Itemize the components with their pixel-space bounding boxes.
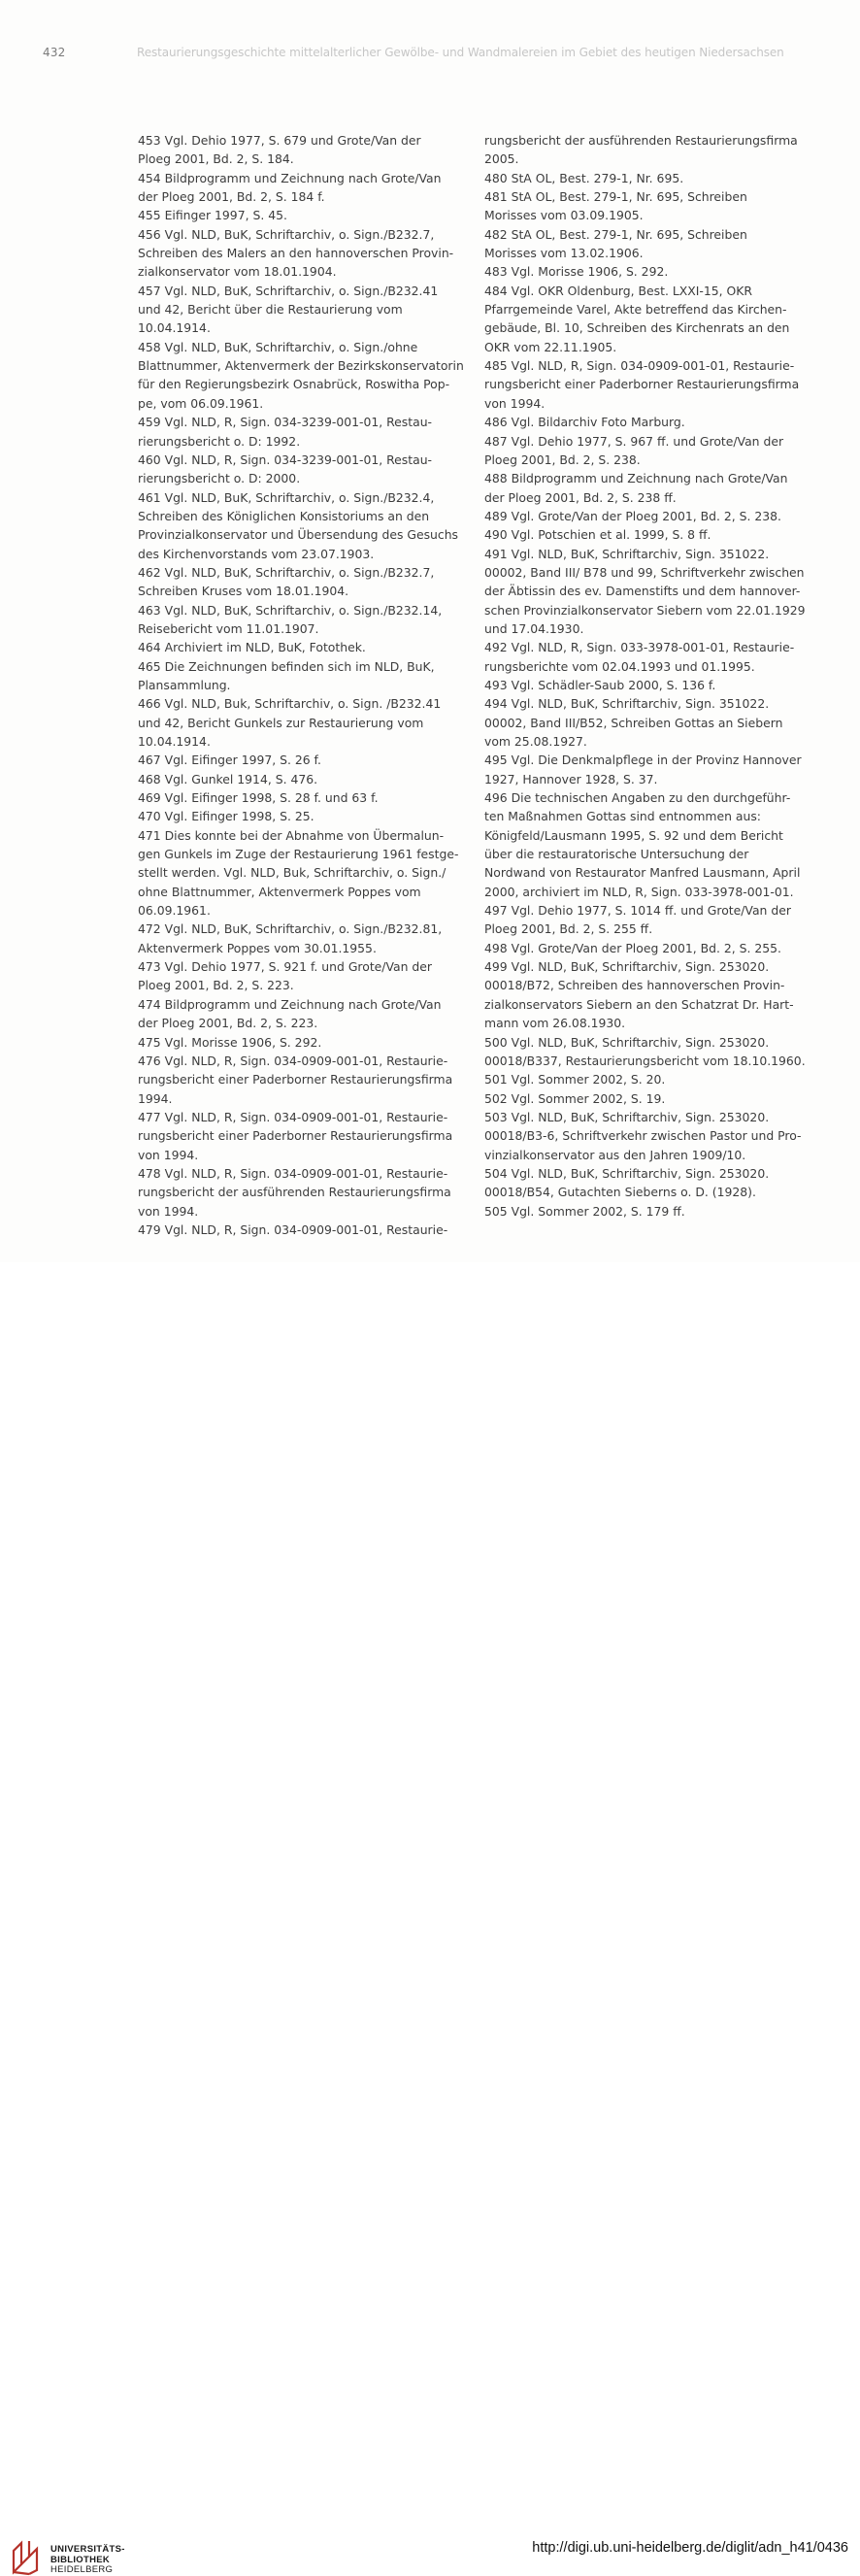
footnote-line: und 42, Bericht über die Restaurierung vom xyxy=(138,302,403,318)
footnote-line: 00018/B54, Gutachten Sieberns o. D. (1928). xyxy=(484,1185,756,1200)
footnote-line: schen Provinzialkonservator Siebern vom 22.01.1929 xyxy=(484,602,806,618)
footnote-line: 456 Vgl. NLD, BuK, Schriftarchiv, o. Sign./B232.7, xyxy=(138,226,435,242)
footnote-line: der Äbtissin des ev. Damenstifts und dem hannover- xyxy=(484,584,801,599)
library-name-line1: UNIVERSITÄTS- xyxy=(50,2544,125,2555)
footnote-line: rungsberichte vom 02.04.1993 und 01.1995. xyxy=(484,658,755,674)
footnote-line: OKR vom 22.11.1905. xyxy=(484,339,617,354)
footnote-line: von 1994. xyxy=(138,1203,199,1219)
footnote-line: Schreiben des Königlichen Konsistoriums an den xyxy=(138,508,430,523)
footnote-line: 00002, Band III/ B78 und 99, Schriftverkehr zwischen xyxy=(484,564,805,580)
footnote-line: rierungsbericht o. D: 1992. xyxy=(138,433,301,449)
footnote-line: 469 Vgl. Eifinger 1998, S. 28 f. und 63 f. xyxy=(138,790,379,806)
permalink-url[interactable]: http://digi.ub.uni-heidelberg.de/diglit/adn_h41/0436 xyxy=(532,2540,848,2556)
footnote-line: 490 Vgl. Potschien et al. 1999, S. 8 ff. xyxy=(484,527,711,543)
footnote-line: 00018/B3-6, Schriftverkehr zwischen Pastor und Pro- xyxy=(484,1128,802,1144)
footnote-line: 465 Die Zeichnungen befinden sich im NLD, BuK, xyxy=(138,658,435,674)
footnote-line: 503 Vgl. NLD, BuK, Schriftarchiv, Sign. 253020. xyxy=(484,1109,770,1124)
footnote-line: Morisses vom 03.09.1905. xyxy=(484,208,644,223)
footnote-line: stellt werden. Vgl. NLD, Buk, Schriftarchiv, o. Sign./ xyxy=(138,865,447,881)
footnote-line: 474 Bildprogramm und Zeichnung nach Grote/Van xyxy=(138,996,442,1012)
footnote-line: ohne Blattnummer, Aktenvermerk Poppes vom xyxy=(138,884,421,899)
footnote-line: 480 StA OL, Best. 279-1, Nr. 695. xyxy=(484,170,684,185)
footnote-line: 502 Vgl. Sommer 2002, S. 19. xyxy=(484,1090,666,1106)
footnote-line: rierungsbericht o. D: 2000. xyxy=(138,471,301,486)
footnote-line: 475 Vgl. Morisse 1906, S. 292. xyxy=(138,1034,322,1050)
footnote-line: 458 Vgl. NLD, BuK, Schriftarchiv, o. Sign./ohne xyxy=(138,339,418,354)
footnote-line: 493 Vgl. Schädler-Saub 2000, S. 136 f. xyxy=(484,677,716,692)
footnote-line: 496 Die technischen Angaben zu den durchgeführ- xyxy=(484,790,791,806)
footnote-line: 10.04.1914. xyxy=(138,320,211,336)
footnote-line: 488 Bildprogramm und Zeichnung nach Grote/Van xyxy=(484,471,788,486)
footnote-line: 453 Vgl. Dehio 1977, S. 679 und Grote/Van der xyxy=(138,133,421,148)
footnote-line: 499 Vgl. NLD, BuK, Schriftarchiv, Sign. 253020. xyxy=(484,959,770,975)
footnote-line: 2005. xyxy=(484,151,519,167)
footnote-line: 464 Archiviert im NLD, BuK, Fotothek. xyxy=(138,640,366,655)
footnote-line: der Ploeg 2001, Bd. 2, S. 238 ff. xyxy=(484,489,677,505)
footnote-line: gebäude, Bl. 10, Schreiben des Kirchenrats an den xyxy=(484,320,790,336)
footnote-line: 467 Vgl. Eifinger 1997, S. 26 f. xyxy=(138,753,321,768)
footnote-line: Schreiben Kruses vom 18.01.1904. xyxy=(138,584,349,599)
footnote-line: 489 Vgl. Grote/Van der Ploeg 2001, Bd. 2, S. 238. xyxy=(484,508,781,523)
footnote-line: Nordwand von Restaurator Manfred Lausmann, April xyxy=(484,865,801,881)
footnote-line: und 42, Bericht Gunkels zur Restaurierung vom xyxy=(138,715,424,730)
footnote-line: Pfarrgemeinde Varel, Akte betreffend das Kirchen- xyxy=(484,302,787,318)
footnote-line: 2000, archiviert im NLD, R, Sign. 033-3978-001-01. xyxy=(484,884,794,899)
footnote-line: ten Maßnahmen Gottas sind entnommen aus: xyxy=(484,809,761,824)
footnote-line: Morisses vom 13.02.1906. xyxy=(484,246,644,261)
library-logo-icon xyxy=(10,2537,43,2576)
footnote-line: der Ploeg 2001, Bd. 2, S. 223. xyxy=(138,1016,318,1031)
footnote-line: rungsbericht der ausführenden Restaurierungsfirma xyxy=(484,133,798,148)
footnote-line: 485 Vgl. NLD, R, Sign. 034-0909-001-01, Restaurie- xyxy=(484,358,795,374)
footnote-line: Ploeg 2001, Bd. 2, S. 238. xyxy=(484,452,641,467)
footnote-line: Königfeld/Lausmann 1995, S. 92 und dem Bericht xyxy=(484,827,783,843)
footnote-line: 497 Vgl. Dehio 1977, S. 1014 ff. und Grote/Van der xyxy=(484,903,791,919)
footnote-line: 468 Vgl. Gunkel 1914, S. 476. xyxy=(138,771,318,786)
footnote-line: Ploeg 2001, Bd. 2, S. 255 ff. xyxy=(484,921,653,937)
footnote-line: über die restauratorische Untersuchung der xyxy=(484,847,749,862)
footnote-line: Aktenvermerk Poppes vom 30.01.1955. xyxy=(138,940,377,955)
footnote-line: 00002, Band III/B52, Schreiben Gottas an Siebern xyxy=(484,715,783,730)
footnote-line: 460 Vgl. NLD, R, Sign. 034-3239-001-01, Restau- xyxy=(138,452,433,467)
footnote-line: 495 Vgl. Die Denkmalpflege in der Provinz Hannover xyxy=(484,753,802,768)
footnote-line: 454 Bildprogramm und Zeichnung nach Grote/Van xyxy=(138,170,442,185)
footnote-line: 484 Vgl. OKR Oldenburg, Best. LXXI-15, OKR xyxy=(484,283,752,298)
footnote-line: 463 Vgl. NLD, BuK, Schriftarchiv, o. Sign./B232.14, xyxy=(138,602,443,618)
footnote-line: 462 Vgl. NLD, BuK, Schriftarchiv, o. Sign./B232.7, xyxy=(138,564,435,580)
footnotes-right-column xyxy=(484,131,810,1221)
footnote-line: 471 Dies konnte bei der Abnahme von Übermalun- xyxy=(138,827,445,843)
footnote-line: 10.04.1914. xyxy=(138,734,211,749)
footnote-line: für den Regierungsbezirk Osnabrück, Roswitha Pop- xyxy=(138,377,450,392)
footnote-line: rungsbericht einer Paderborner Restaurierungsfirma xyxy=(484,377,800,392)
footnote-line: Plansammlung. xyxy=(138,677,231,692)
running-header: Restaurierungsgeschichte mittelalterlicher Gewölbe- und Wandmalereien im Gebiet des heutigen Niedersachsen xyxy=(137,46,784,59)
footnote-line: 479 Vgl. NLD, R, Sign. 034-0909-001-01, Restaurie- xyxy=(138,1221,448,1237)
footnote-line: 501 Vgl. Sommer 2002, S. 20. xyxy=(484,1072,666,1087)
footnote-line: 492 Vgl. NLD, R, Sign. 033-3978-001-01, Restaurie- xyxy=(484,640,795,655)
footnote-line: des Kirchenvorstands vom 23.07.1903. xyxy=(138,546,375,561)
footnote-line: rungsbericht einer Paderborner Restaurierungsfirma xyxy=(138,1072,453,1087)
footnote-line: zialkonservators Siebern an den Schatzrat Dr. Hart- xyxy=(484,996,794,1012)
footnote-line: 1994. xyxy=(138,1090,173,1106)
footnote-line: von 1994. xyxy=(484,395,546,411)
footnote-line: 491 Vgl. NLD, BuK, Schriftarchiv, Sign. 351022. xyxy=(484,546,770,561)
footnote-line: mann vom 26.08.1930. xyxy=(484,1016,626,1031)
footnote-line: und 17.04.1930. xyxy=(484,620,584,636)
footnote-line: vinzialkonservator aus den Jahren 1909/10. xyxy=(484,1147,746,1162)
footnote-line: gen Gunkels im Zuge der Restaurierung 1961 festge- xyxy=(138,847,459,862)
library-name xyxy=(50,2545,125,2576)
footnote-line: 00018/B72, Schreiben des hannoverschen Provin- xyxy=(484,978,785,993)
footnote-line: 487 Vgl. Dehio 1977, S. 967 ff. und Grote/Van der xyxy=(484,433,784,449)
footnote-line: 481 StA OL, Best. 279-1, Nr. 695, Schreiben xyxy=(484,189,747,205)
footnote-line: pe, vom 06.09.1961. xyxy=(138,395,264,411)
footnote-line: Blattnummer, Aktenvermerk der Bezirkskonservatorin xyxy=(138,358,464,374)
library-name-line2: BIBLIOTHEK xyxy=(50,2554,111,2565)
footnote-line: Ploeg 2001, Bd. 2, S. 184. xyxy=(138,151,294,167)
footnote-line: 470 Vgl. Eifinger 1998, S. 25. xyxy=(138,809,314,824)
footnote-line: 476 Vgl. NLD, R, Sign. 034-0909-001-01, Restaurie- xyxy=(138,1053,448,1068)
footnote-line: Provinzialkonservator und Übersendung des Gesuchs xyxy=(138,527,459,543)
footnote-line: 504 Vgl. NLD, BuK, Schriftarchiv, Sign. 253020. xyxy=(484,1165,770,1181)
footnote-line: der Ploeg 2001, Bd. 2, S. 184 f. xyxy=(138,189,325,205)
footnote-line: 455 Eifinger 1997, S. 45. xyxy=(138,208,287,223)
footnote-line: 461 Vgl. NLD, BuK, Schriftarchiv, o. Sign./B232.4, xyxy=(138,489,435,505)
footnote-line: Schreiben des Malers an den hannoverschen Provin- xyxy=(138,246,454,261)
footnote-line: 473 Vgl. Dehio 1977, S. 921 f. und Grote/Van der xyxy=(138,959,432,975)
footnote-line: 459 Vgl. NLD, R, Sign. 034-3239-001-01, Restau- xyxy=(138,415,433,430)
footnote-line: 466 Vgl. NLD, Buk, Schriftarchiv, o. Sign. /B232.41 xyxy=(138,696,442,712)
digitization-footer xyxy=(0,1262,860,2575)
footnote-line: 06.09.1961. xyxy=(138,903,211,919)
footnote-line: 486 Vgl. Bildarchiv Foto Marburg. xyxy=(484,415,685,430)
footnote-line: 00018/B337, Restaurierungsbericht vom 18.10.1960. xyxy=(484,1053,806,1068)
footnotes-left-column xyxy=(138,131,466,1239)
footnote-line: 505 Vgl. Sommer 2002, S. 179 ff. xyxy=(484,1203,685,1219)
footnote-line: Reisebericht vom 11.01.1907. xyxy=(138,620,319,636)
footnote-line: 457 Vgl. NLD, BuK, Schriftarchiv, o. Sign./B232.41 xyxy=(138,283,439,298)
footnote-line: vom 25.08.1927. xyxy=(484,734,587,749)
footnote-line: 494 Vgl. NLD, BuK, Schriftarchiv, Sign. 351022. xyxy=(484,696,770,712)
footnote-line: 482 StA OL, Best. 279-1, Nr. 695, Schreiben xyxy=(484,226,747,242)
footnote-line: 478 Vgl. NLD, R, Sign. 034-0909-001-01, Restaurie- xyxy=(138,1165,448,1181)
page-number: 432 xyxy=(43,46,66,59)
footnote-line: von 1994. xyxy=(138,1147,199,1162)
footnote-line: zialkonservator vom 18.01.1904. xyxy=(138,264,337,280)
footnote-line: 472 Vgl. NLD, BuK, Schriftarchiv, o. Sign./B232.81, xyxy=(138,921,443,937)
scanned-page xyxy=(0,0,860,1262)
footnote-line: rungsbericht der ausführenden Restaurierungsfirma xyxy=(138,1185,451,1200)
footnote-line: 500 Vgl. NLD, BuK, Schriftarchiv, Sign. 253020. xyxy=(484,1034,770,1050)
footnote-line: 477 Vgl. NLD, R, Sign. 034-0909-001-01, Restaurie- xyxy=(138,1109,448,1124)
library-name-line3: HEIDELBERG xyxy=(50,2564,114,2575)
footnote-line: 498 Vgl. Grote/Van der Ploeg 2001, Bd. 2, S. 255. xyxy=(484,940,781,955)
footnote-line: Ploeg 2001, Bd. 2, S. 223. xyxy=(138,978,294,993)
footnote-line: 483 Vgl. Morisse 1906, S. 292. xyxy=(484,264,669,280)
footnote-line: 1927, Hannover 1928, S. 37. xyxy=(484,771,658,786)
footnote-line: rungsbericht einer Paderborner Restaurierungsfirma xyxy=(138,1128,453,1144)
